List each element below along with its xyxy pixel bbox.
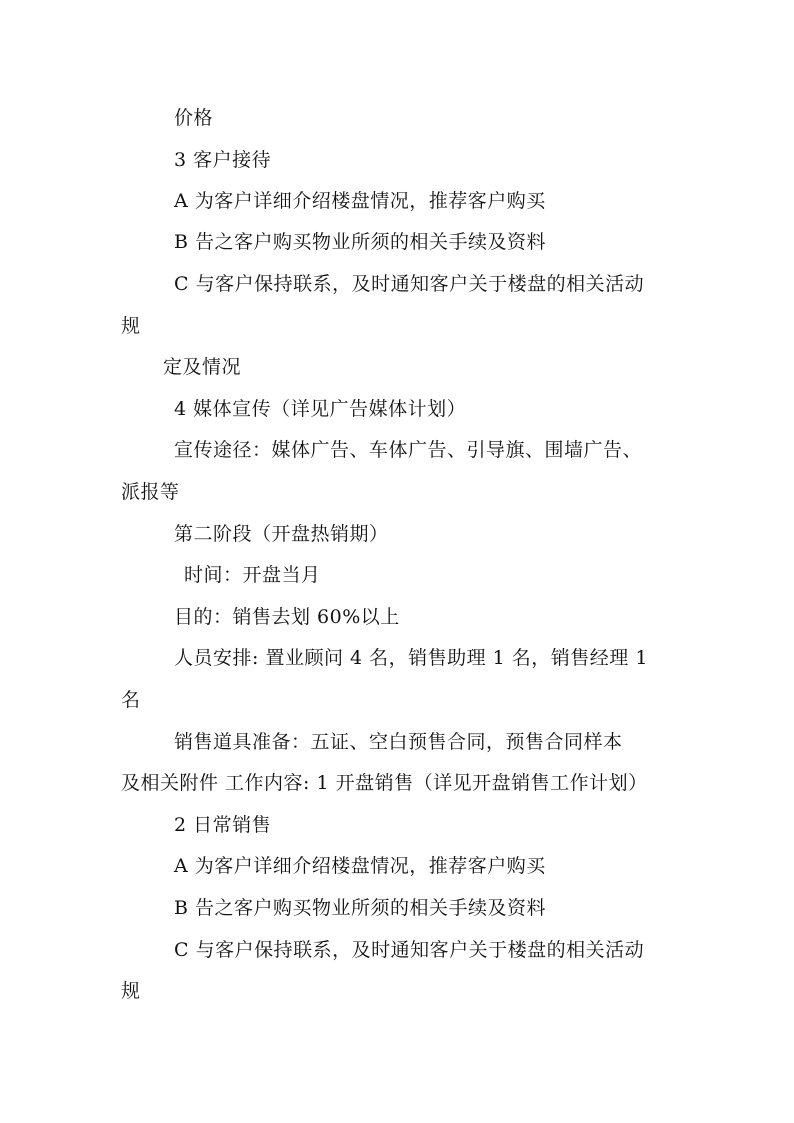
text-line-item-a-2: A 为客户详细介绍楼盘情况，推荐客户购买: [174, 855, 546, 877]
text-line-item-a: A 为客户详细介绍楼盘情况，推荐客户购买: [174, 190, 546, 212]
text-line-item-b: B 告之客户购买物业所须的相关手续及资料: [174, 231, 547, 253]
text-line-item-c-2: C 与客户保持联系，及时通知客户关于楼盘的相关活动: [174, 939, 645, 961]
text-line-promotion-channels: 宣传途径：媒体广告、车体广告、引导旗、围墙广告、: [174, 439, 643, 461]
text-line-staffing-wrap: 名: [121, 689, 141, 711]
text-line-daily-sales-heading: 2 日常销售: [174, 814, 272, 836]
text-line-item-c: C 与客户保持联系，及时通知客户关于楼盘的相关活动: [174, 273, 645, 295]
text-line-sales-props-wrap: 及相关附件 工作内容: 1 开盘销售（详见开盘销售工作计划）: [121, 772, 648, 794]
text-line-item-c-continued: 定及情况: [163, 356, 242, 378]
text-line-sales-props: 销售道具准备：五证、空白预售合同，预售合同样本: [174, 731, 623, 753]
text-line-time: 时间：开盘当月: [184, 564, 321, 586]
text-line-customer-reception-heading: 3 客户接待: [174, 149, 272, 171]
text-line-item-c-2-wrap: 规: [121, 980, 141, 1002]
text-line-staffing: 人员安排: 置业顾问 4 名，销售助理 1 名，销售经理 1: [174, 647, 648, 669]
text-line-media-promotion-heading: 4 媒体宣传（详见广告媒体计划）: [174, 398, 467, 420]
text-line-promotion-channels-wrap: 派报等: [121, 481, 180, 503]
text-line-phase-two-heading: 第二阶段（开盘热销期）: [174, 523, 389, 545]
text-line-price: 价格: [174, 107, 214, 129]
text-line-goal: 目的：销售去划 60%以上: [174, 606, 400, 628]
text-line-item-b-2: B 告之客户购买物业所须的相关手续及资料: [174, 897, 547, 919]
text-line-item-c-wrap: 规: [121, 315, 141, 337]
